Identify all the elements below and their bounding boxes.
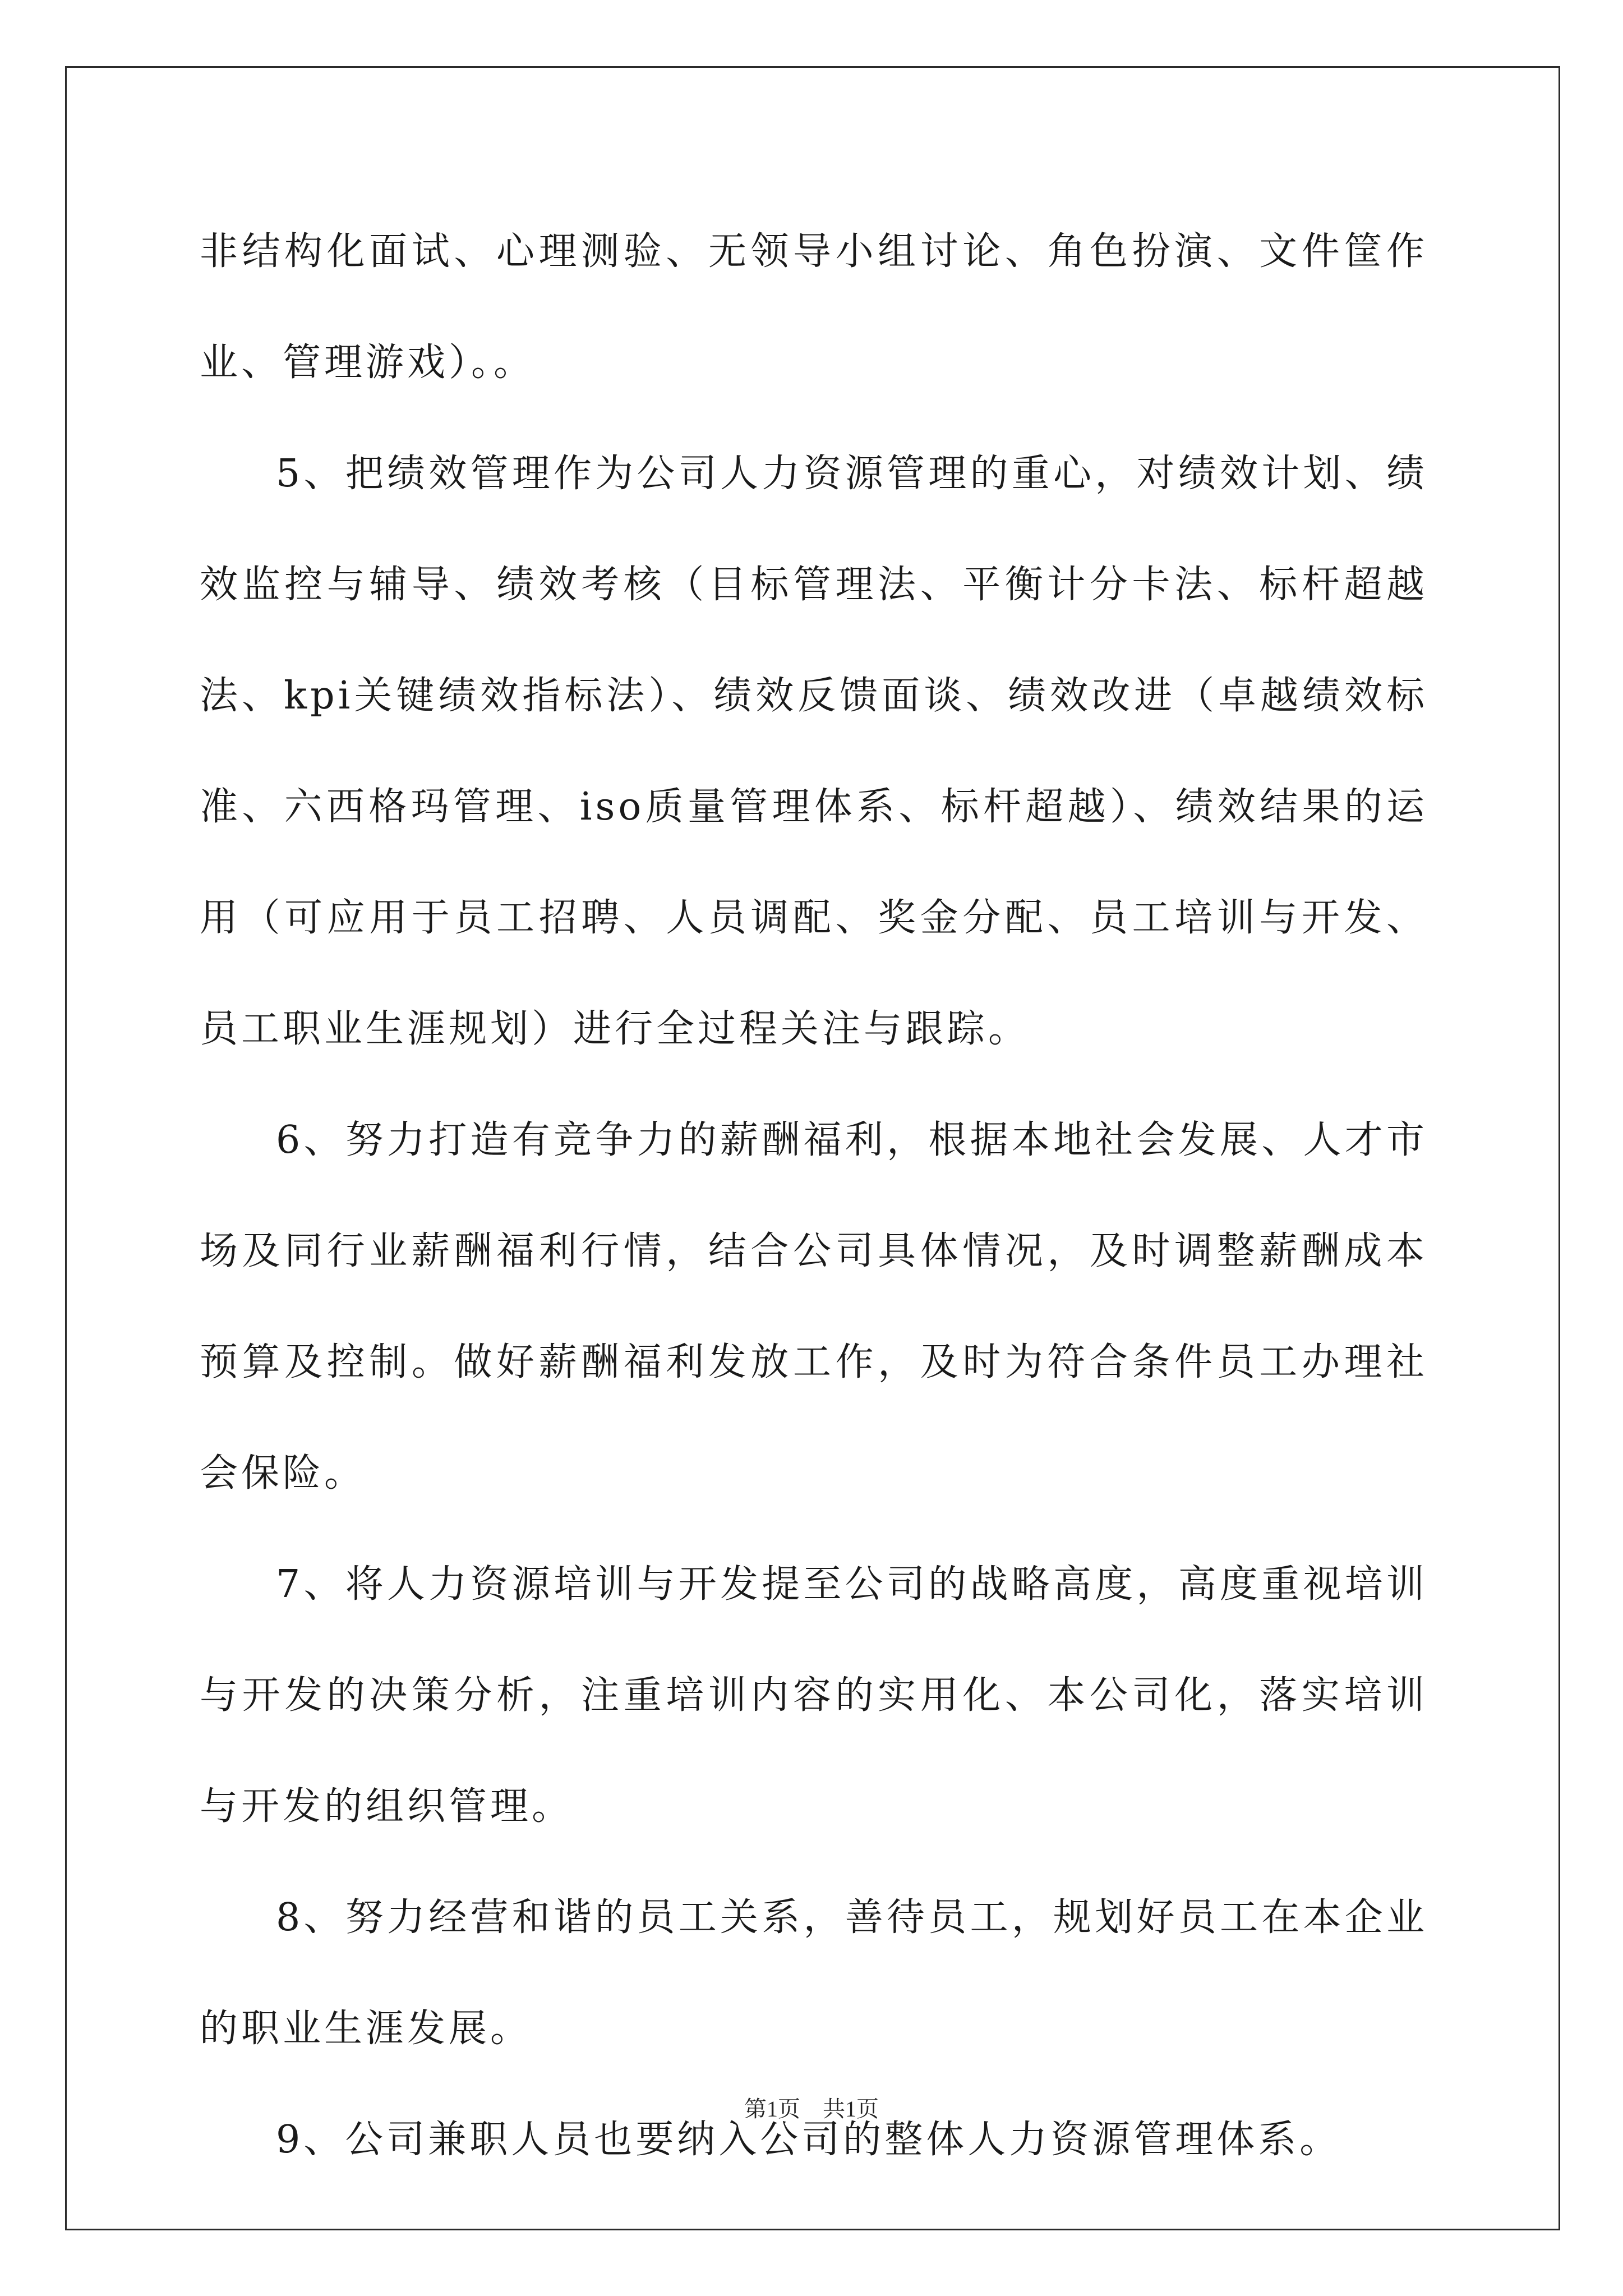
document-body: [200, 196, 1428, 2196]
paragraph-item-6: 6、努力打造有竞争力的薪酬福利，根据本地社会发展、人才市场及同行业薪酬福利行情，结合公司具体情况，及时调整薪酬成本预算及控制。做好薪酬福利发放工作，及时为符合条件员工办理社会保险。: [200, 1118, 1428, 1496]
paragraph-item-7: 7、将人力资源培训与开发提至公司的战略高度，高度重视培训与开发的决策分析，注重培训内容的实用化、本公司化，落实培训与开发的组织管理。: [200, 1562, 1428, 1829]
paragraph-continuation: 非结构化面试、心理测验、无领导小组讨论、角色扮演、文件筐作业、管理游戏）。。: [200, 229, 1428, 385]
paragraph-item-8: 8、努力经营和谐的员工关系，善待员工，规划好员工在本企业的职业生涯发展。: [200, 1895, 1428, 2051]
paragraph-item-5: 5、把绩效管理作为公司人力资源管理的重心，对绩效计划、绩效监控与辅导、绩效考核（目标管理法、平衡计分卡法、标杆超越法、kpi关键绩效指标法）、绩效反馈面谈、绩效改进（卓越绩效标准、六西格玛管理、iso质量管理体系、标杆超越）、绩效结果的运用（可应用于员工招聘、人员调配、奖金分配、员工培训与开发、员工职业生涯规划）进行全过程关注与跟踪。: [200, 452, 1428, 1051]
page-number-footer: 第1页 共1页: [744, 2096, 879, 2122]
paragraph-item-9: 9、公司兼职人员也要纳入公司的整体人力资源管理体系。: [276, 2118, 1341, 2162]
